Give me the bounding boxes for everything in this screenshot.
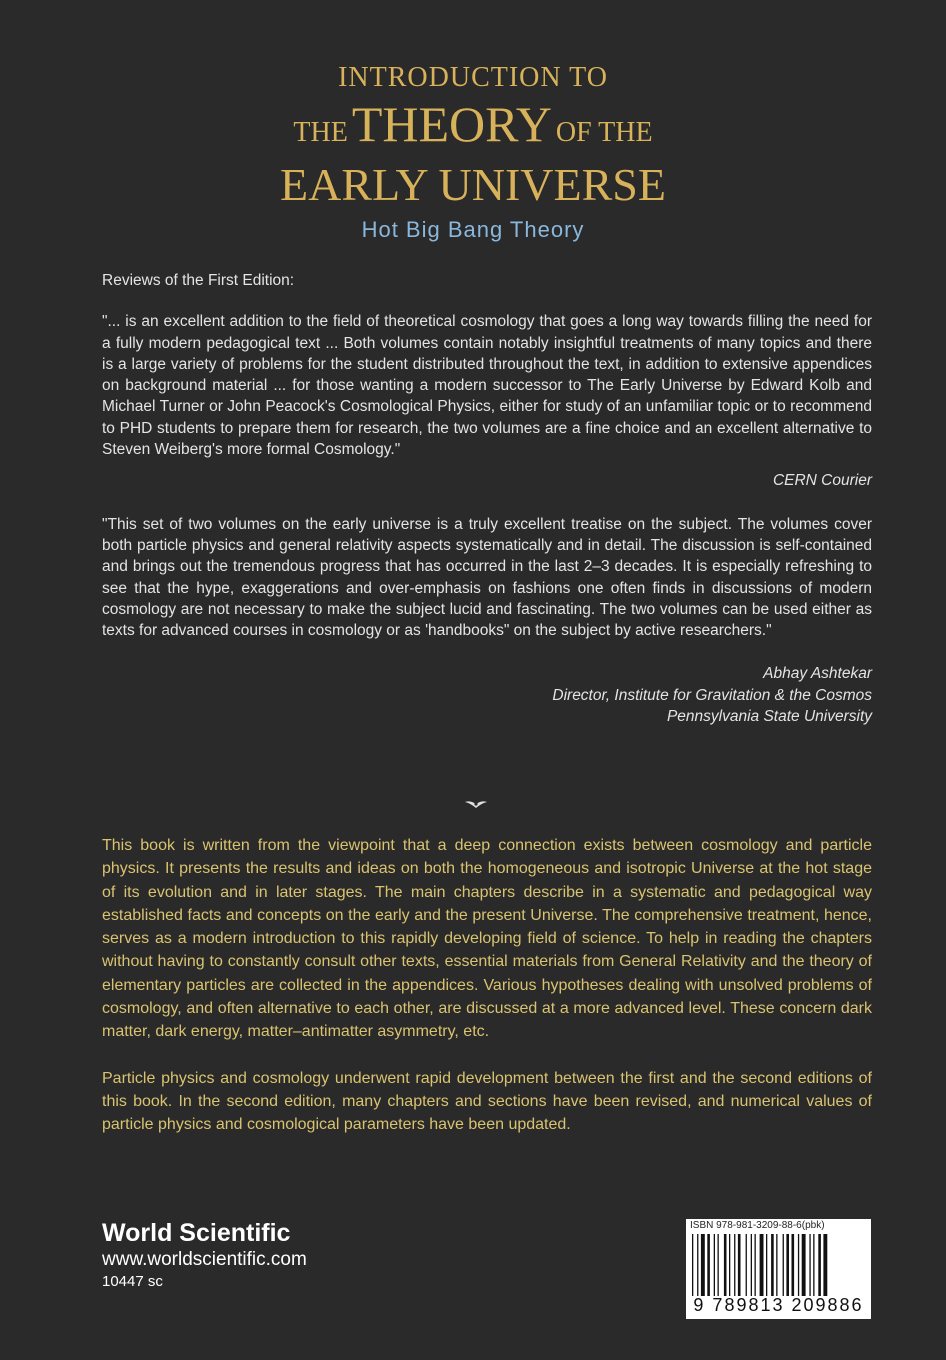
barcode-stripe bbox=[714, 1234, 715, 1296]
title-the: THE bbox=[293, 117, 348, 148]
title-line-3: EARLY UNIVERSE bbox=[280, 159, 666, 210]
barcode-stripe bbox=[776, 1234, 777, 1296]
isbn-barcode bbox=[686, 1219, 871, 1319]
barcode-stripe bbox=[771, 1234, 774, 1296]
book-description bbox=[102, 834, 872, 1137]
barcode-stripe bbox=[692, 1234, 693, 1296]
barcode-stripe bbox=[783, 1234, 784, 1296]
barcode-stripe bbox=[707, 1234, 710, 1296]
barcode-stripe bbox=[701, 1234, 705, 1296]
review-quote-2: "This set of two volumes on the early universe is a truly excellent treatise on the subject. The volumes cover both particle physics and general relativity aspects systematically and in detail. The discussion is self-contained and brings out the tremendous progress that has occurred in the last 2–3 decades. It is especially refreshing to see that the hype, exaggerations and over-emphasis on fashions one often finds in discussions of modern cosmology are not necessary to make the subject lucid and fascinating. The two volumes can be used either as texts for advanced courses in cosmology or as 'handbooks" on the subject by active researchers." bbox=[102, 515, 872, 640]
review-source-1: CERN Courier bbox=[772, 472, 872, 490]
barcode-stripe bbox=[697, 1234, 698, 1296]
barcode-stripe bbox=[746, 1234, 747, 1296]
barcode-stripe bbox=[818, 1234, 821, 1296]
barcode-stripe bbox=[755, 1234, 756, 1296]
barcode-number: 9 789813 209886 bbox=[693, 1295, 864, 1315]
barcode-stripe bbox=[798, 1234, 799, 1296]
publisher-name: World Scientific bbox=[102, 1219, 291, 1247]
barcode-bars bbox=[692, 1234, 865, 1296]
barcode-stripe bbox=[766, 1234, 767, 1296]
barcode-stripe bbox=[729, 1234, 730, 1296]
review-institution-2: Pennsylvania State University bbox=[666, 708, 872, 726]
reviews-section bbox=[102, 270, 872, 727]
ornament-divider-icon bbox=[463, 798, 489, 812]
review-role-2: Director, Institute for Gravitation & the Cosmos bbox=[552, 686, 872, 704]
barcode-stripe bbox=[718, 1234, 719, 1296]
description-paragraph-2: Particle physics and cosmology underwent rapid development between the first and the second editions of this book. In the second edition, many chapters and sections have been revised, and numerical values of particle physics and cosmological parameters have been updated. bbox=[102, 1069, 872, 1134]
description-paragraph-1: This book is written from the viewpoint that a deep connection exists between cosmology and particle physics. It presents the results and ideas on both the homogeneous and isotropic Universe at the hot stage of its evolution and in later stages. The main chapters describe in a systematic and pedagogical way established facts and concepts on the early and the present Universe. The comprehensive treatment, hence, serves as a modern introduction to this rapidly developing field of science. To help in reading the chapters without having to constantly consult other texts, essential materials from General Relativity and the theory of elementary particles are collected in the appendices. Various hypotheses dealing with unsolved problems of cosmology, and often alternative to each other, are discussed at a more advanced level. These concern dark matter, dark energy, matter–antimatter asymmetry, etc. bbox=[102, 837, 872, 1041]
book-title bbox=[0, 60, 946, 243]
title-line-1: INTRODUCTION TO bbox=[338, 62, 608, 93]
title-of-the: OF THE bbox=[555, 117, 653, 148]
barcode-stripe bbox=[724, 1234, 727, 1296]
barcode-stripe bbox=[786, 1234, 789, 1296]
title-theory: THEORY bbox=[351, 96, 552, 152]
review-quote-1: "... is an excellent addition to the field of theoretical cosmology that goes a long way towards filling the need for a fully modern pedagogical text ... Both volumes contain notably insightful treatments of many topics and there is a large variety of problems for the student distributed throughout the text, in addition to extensive appendices on background material ... for those wanting a modern successor to The Early Universe by Edward Kolb and Michael Turner or John Peacock's Cosmological Physics, either for study of an unfamiliar topic or to recommend to PHD students to prepare them for research, the two volumes are a fine choice and an excellent alternative to Steven Weiberg's more formal Cosmology." bbox=[102, 313, 872, 459]
barcode-stripe bbox=[751, 1234, 752, 1296]
isbn-label: ISBN 978-981-3209-88-6(pbk) bbox=[690, 1220, 825, 1231]
subtitle: Hot Big Bang Theory bbox=[361, 217, 585, 242]
publisher-url: www.worldscientific.com bbox=[102, 1249, 307, 1270]
review-author-2: Abhay Ashtekar bbox=[763, 665, 872, 683]
barcode-stripe bbox=[813, 1234, 814, 1296]
reviews-heading: Reviews of the First Edition: bbox=[102, 272, 295, 289]
barcode-stripe bbox=[823, 1234, 827, 1296]
barcode-stripe bbox=[792, 1234, 795, 1296]
barcode-stripe bbox=[734, 1234, 735, 1296]
publisher-block bbox=[102, 1218, 307, 1292]
barcode-stripe bbox=[802, 1234, 806, 1296]
barcode-stripe bbox=[809, 1234, 810, 1296]
barcode-stripe bbox=[760, 1234, 764, 1296]
title-line-2 bbox=[0, 98, 946, 163]
publisher-code: 10447 sc bbox=[102, 1273, 163, 1290]
barcode-stripe bbox=[738, 1234, 741, 1296]
